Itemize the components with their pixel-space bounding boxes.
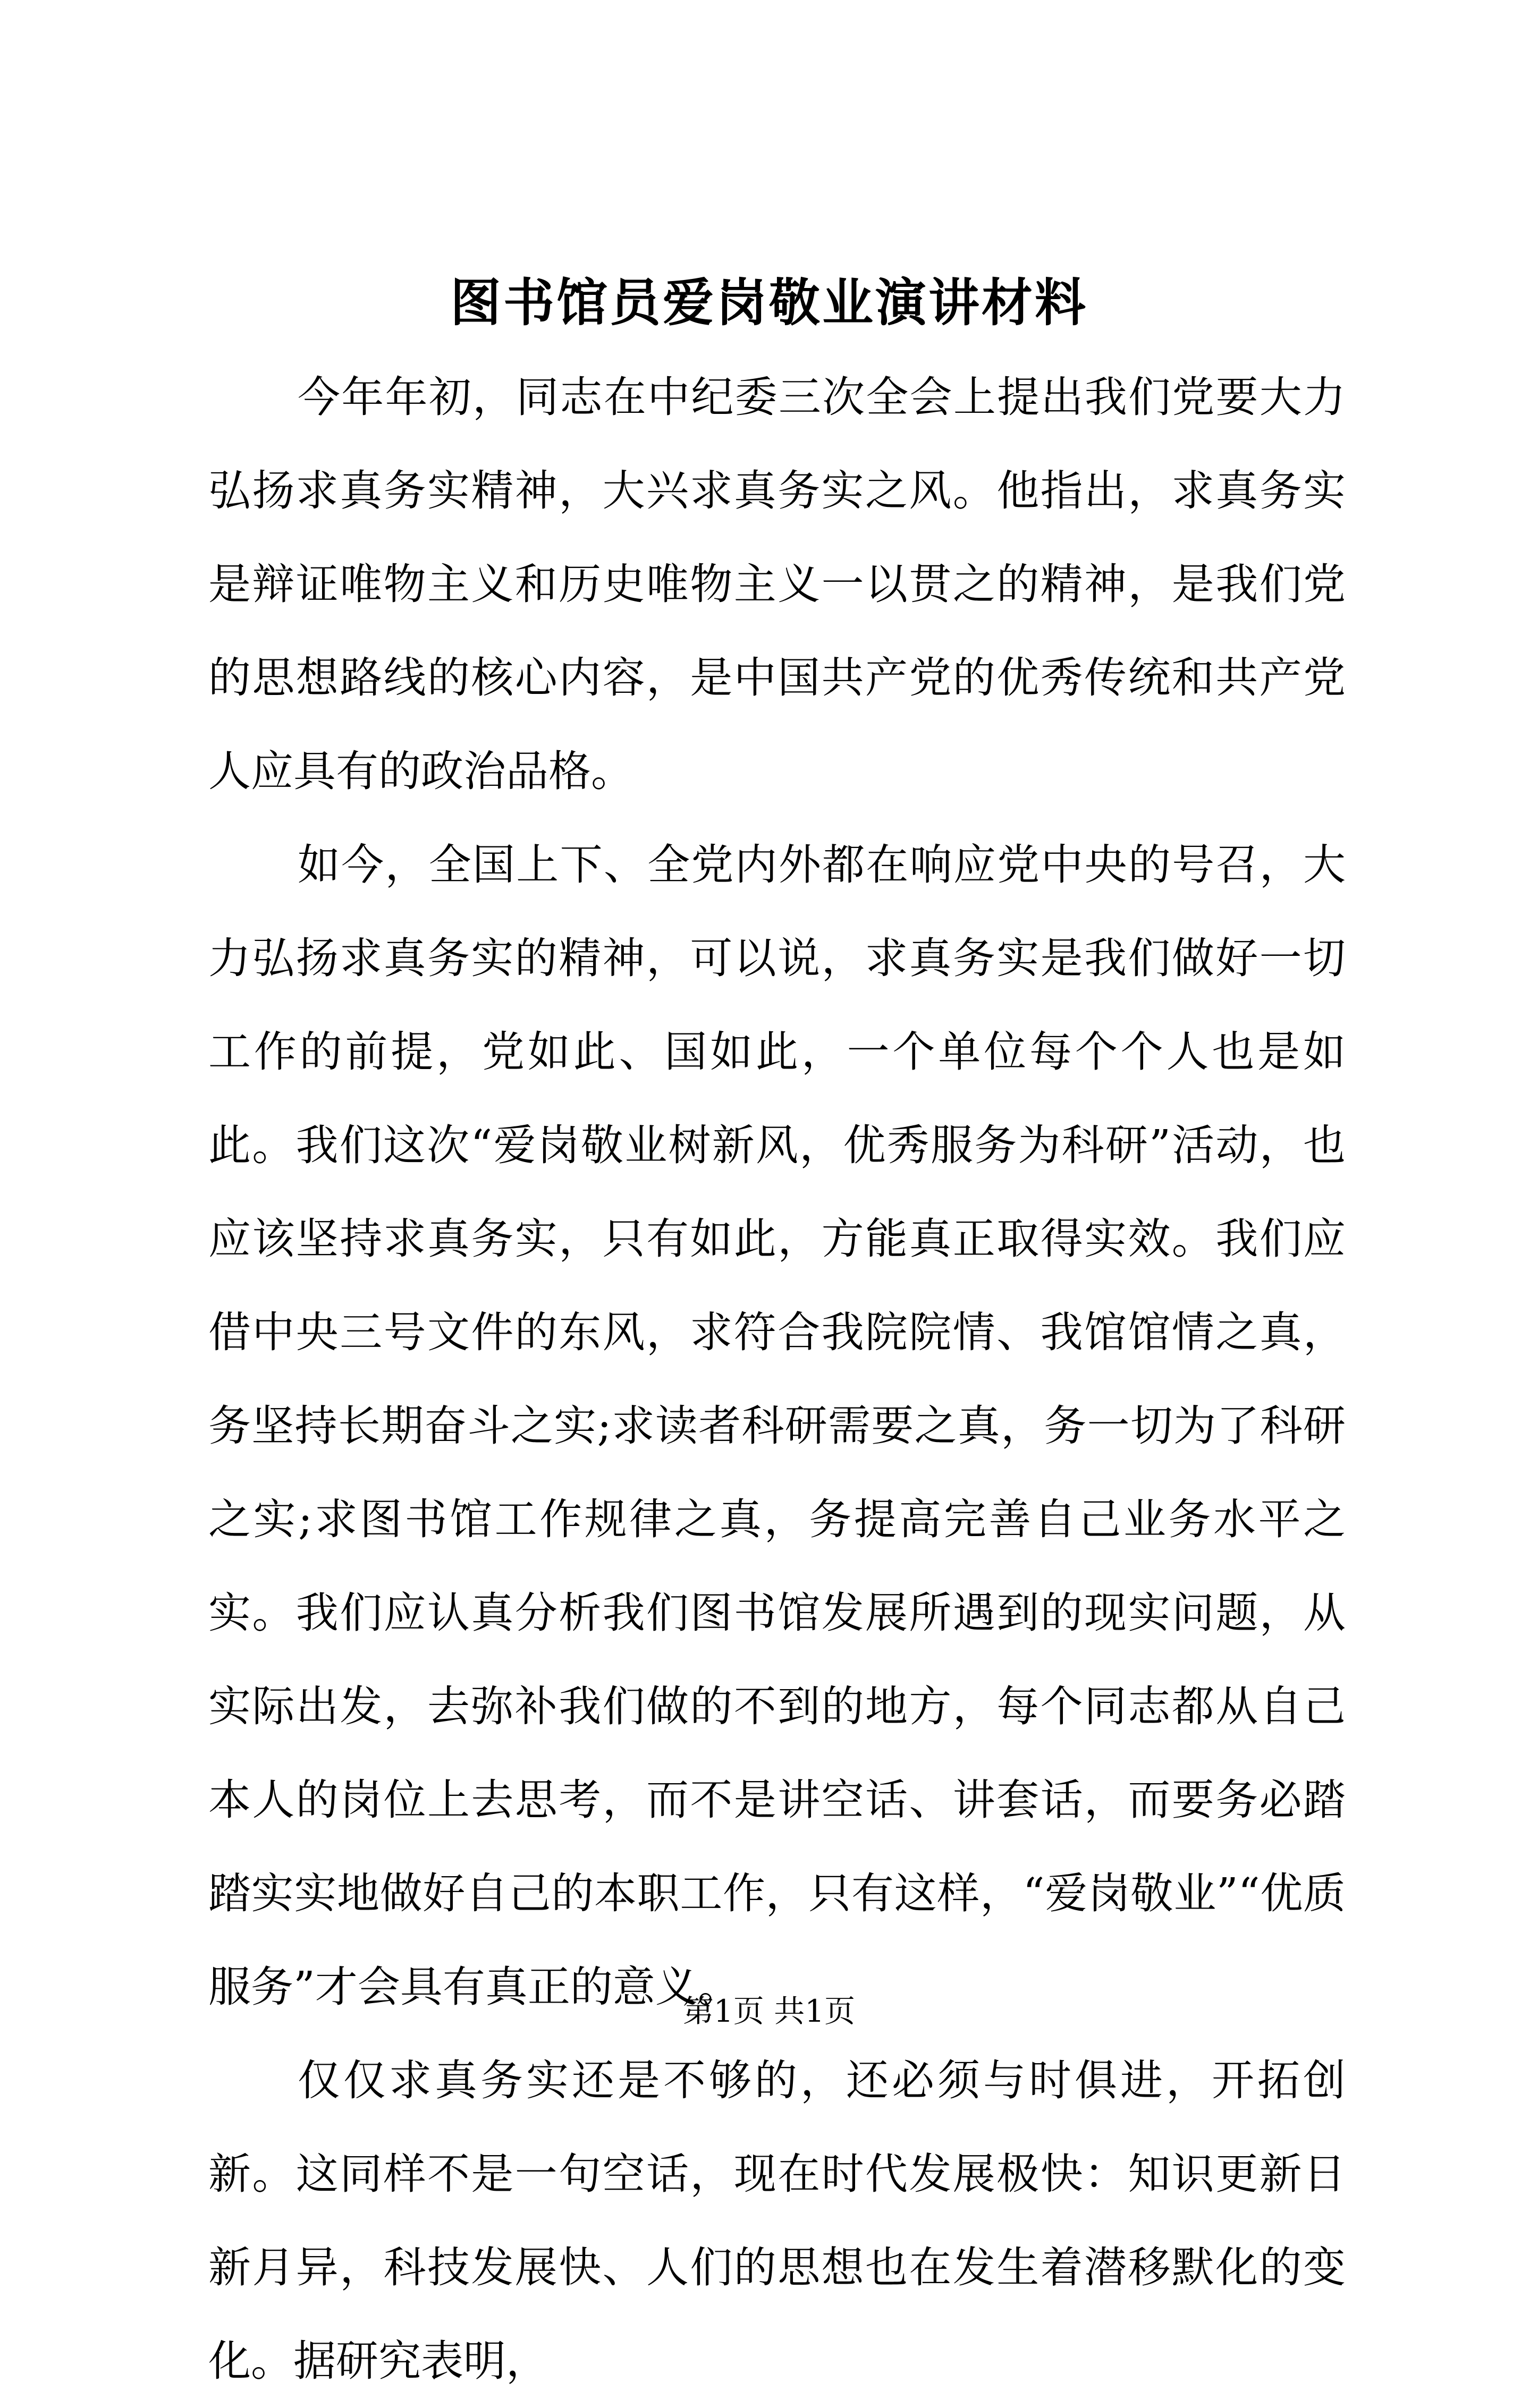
paragraph-2: 如今，全国上下、全党内外都在响应党中央的号召，大力弘扬求真务实的精神，可以说，求真务实是我们做好一切工作的前提，党如此、国如此，一个单位每个个人也是如此。我们这次“爱岗敬业树新风，优秀服务为科研”活动，也应该坚持求真务实，只有如此，方能真正取得实效。我们应借中央三号文件的东风，求符合我院院情、我馆馆情之真，务坚持长期奋斗之实;求读者科研需要之真，务一切为了科研之实;求图书馆工作规律之真，务提高完善自己业务水平之实。我们应认真分析我们图书馆发展所遇到的现实问题，从实际出发，去弥补我们做的不到的地方，每个同志都从自己本人的岗位上去思考，而不是讲空话、讲套话，而要务必踏踏实实地做好自己的本职工作，只有这样，“爱岗敬业”“优质服务”才会具有真正的意义。	[208, 840, 1346, 2012]
paragraph-1: 今年年初，同志在中纪委三次全会上提出我们党要大力弘扬求真务实精神，大兴求真务实之风。他指出，求真务实是辩证唯物主义和历史唯物主义一以贯之的精神，是我们党的思想路线的核心内容，是中国共产党的优秀传统和共产党人应具有的政治品格。	[208, 372, 1346, 796]
paragraph-3: 仅仅求真务实还是不够的，还必须与时俱进，开拓创新。这同样不是一句空话，现在时代发展极快：知识更新日新月异，科技发展快、人们的思想也在发生着潜移默化的变化。据研究表明，	[208, 2056, 1346, 2386]
page-footer: 第1页 共1页	[682, 1993, 856, 2029]
document-body	[208, 351, 1346, 2408]
document-title: 图书馆员爱岗敬业演讲材料	[450, 273, 1088, 333]
